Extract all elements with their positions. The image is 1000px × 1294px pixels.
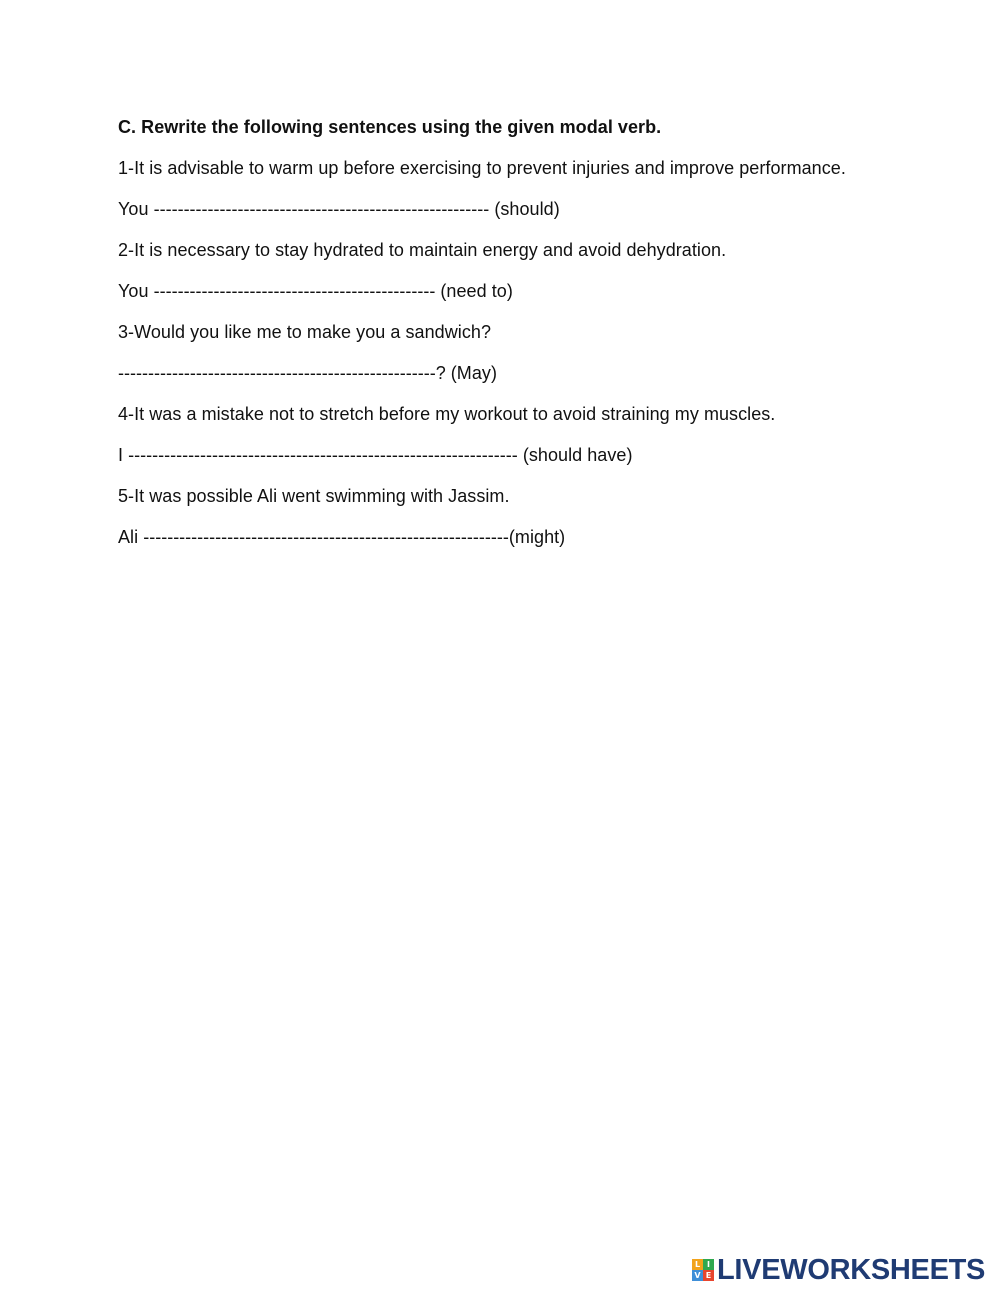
answer-start-5: Ali [118,527,139,547]
modal-hint-1: (should) [494,199,560,219]
liveworksheets-brand-text: LIVEWORKSHEETS [717,1254,986,1286]
modal-hint-2: (need to) [440,281,513,301]
section-heading: C. Rewrite the following sentences using the given modal verb. [118,117,662,137]
answer-line-3 [118,362,938,384]
modal-hint-3: (May) [450,363,498,383]
liveworksheets-logo [692,1255,985,1285]
question-4: 4-It was a mistake not to stretch before my workout to avoid straining my muscles. [118,404,776,424]
liveworksheets-mark-icon [692,1259,714,1281]
answer-blank-1[interactable]: -------------------------------------------------------- [153,199,490,219]
answer-line-2 [118,280,938,302]
answer-line-4 [118,444,938,466]
answer-start-1: You [118,199,149,219]
answer-blank-2[interactable]: ----------------------------------------------- [153,281,436,301]
mark-letter-e: E [703,1270,714,1281]
answer-line-5 [118,526,938,548]
mark-letter-i: I [703,1259,714,1270]
worksheet-section-c [118,116,938,567]
answer-line-1 [118,198,938,220]
answer-blank-3[interactable]: -----------------------------------------------------? [118,363,446,383]
question-1: 1-It is advisable to warm up before exercising to prevent injuries and improve performance. [118,158,846,178]
mark-letter-v: V [692,1270,703,1281]
answer-blank-4[interactable]: ----------------------------------------------------------------- [128,445,518,465]
question-3: 3-Would you like me to make you a sandwich? [118,322,492,342]
mark-letter-l: L [692,1259,703,1270]
modal-hint-5: (might) [508,527,566,547]
answer-start-4: I [118,445,124,465]
question-2: 2-It is necessary to stay hydrated to maintain energy and avoid dehydration. [118,240,727,260]
answer-blank-5[interactable]: ------------------------------------------------------------- [143,527,509,547]
modal-hint-4: (should have) [522,445,633,465]
answer-start-2: You [118,281,149,301]
question-5: 5-It was possible Ali went swimming with Jassim. [118,486,510,506]
